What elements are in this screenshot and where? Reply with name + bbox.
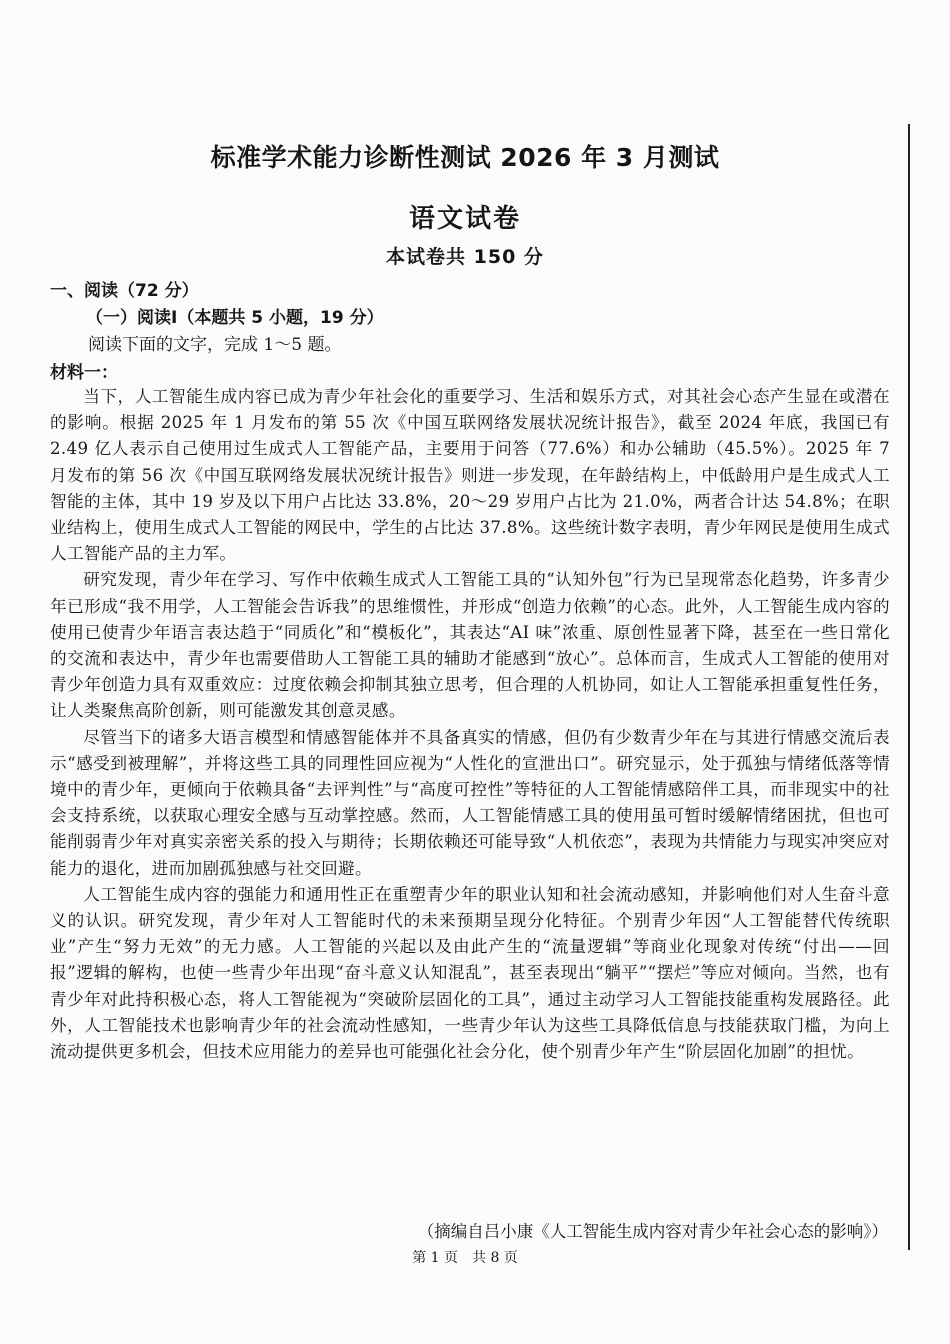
source-citation: （摘编自吕小康《人工智能生成内容对青少年社会心态的影响》） xyxy=(417,1222,888,1241)
instruction: 阅读下面的文字，完成 1～5 题。 xyxy=(88,335,342,355)
subsection-heading: （一）阅读Ⅰ（本题共 5 小题，19 分） xyxy=(86,308,384,328)
paragraph: 人工智能生成内容的强能力和通用性正在重塑青少年的职业认知和社会流动感知，并影响他们对人生奋斗意义的认识。研究发现，青少年对人工智能时代的未来预期呈现分化特征。个别青少年因“人工智能替代传统职业”产生“努力无效”的无力感。人工智能的兴起以及由此产生的“流量逻辑”等商业化现象对传统“付出——回报”逻辑的解构，也使一些青少年出现“奋斗意义认知混乱”，甚至表现出“躺平”“摆烂”等应对倾向。当然，也有青少年对此持积极心态，将人工智能视为“突破阶层固化的工具”，通过主动学习人工智能技能重构发展路径。此外，人工智能技术也影响青少年的社会流动性感知，一些青少年认为这些工具降低信息与技能获取门槛，为向上流动提供更多机会，但技术应用能力的差异也可能强化社会分化，使个别青少年产生“阶层固化加剧”的担忧。 xyxy=(50,884,890,1062)
binding-rule xyxy=(908,124,910,1250)
paragraph: 尽管当下的诸多大语言模型和情感智能体并不具备真实的情感，但仍有少数青少年在与其进行情感交流后表示“感受到被理解”，并将这些工具的同理性回应视为“人性化的宣泄出口”。研究显示，处于孤独与情绪低落等情境中的青少年，更倾向于依赖具备“去评判性”与“高度可控性”等特征的人工智能情感陪伴工具，而非现实中的社会支持系统，以获取心理安全感与互动掌控感。然而，人工智能情感工具的使用虽可暂时缓解情绪困扰，但也可能削弱青少年对真实亲密关系的投入与期待；长期依赖还可能导致“人机依恋”，表现为共情能力与现实冲突应对能力的退化，进而加剧孤独感与社交回避。 xyxy=(50,727,890,878)
passage xyxy=(50,384,890,1065)
material-label: 材料一： xyxy=(50,363,118,383)
total-score: 本试卷共 150 分 xyxy=(386,246,544,268)
paper-title: 语文试卷 xyxy=(408,204,521,234)
page-number: 第 1 页 共 8 页 xyxy=(412,1250,518,1266)
paragraph: 当下，人工智能生成内容已成为青少年社会化的重要学习、生活和娱乐方式，对其社会心态产生显在或潜在的影响。根据 2025 年 1 月发布的第 55 次《中国互联网络发展状况统计报告》，截至 2024 年底，我国已有 2.49 亿人表示自己使用过生成式人工智能产品，主要用于问答（77.6%）和办公辅助（45.5%）。2025 年 7 月发布的第 56 次《中国互联网络发展状况统计报告》则进一步发现，在年龄结构上，中低龄用户是生成式人工智能的主体，其中 19 岁及以下用户占比达 33.8%，20～29 岁用户占比为 21.0%，两者合计达 54.8%；在职业结构上，使用生成式人工智能的网民中，学生的占比达 37.8%。这些统计数字表明，青少年网民是使用生成式人工智能产品的主力军。 xyxy=(50,387,890,564)
exam-title: 标准学术能力诊断性测试 2026 年 3 月测试 xyxy=(210,143,720,172)
section-heading: 一、阅读（72 分） xyxy=(50,281,199,301)
paragraph: 研究发现，青少年在学习、写作中依赖生成式人工智能工具的“认知外包”行为已呈现常态化趋势，许多青少年已形成“我不用学，人工智能会告诉我”的思维惯性，并形成“创造力依赖”的心态。此外，人工智能生成内容的使用已使青少年语言表达趋于“同质化”和“模板化”，其表达“AI 味”浓重、原创性显著下降，甚至在一些日常化的交流和表达中，青少年也需要借助人工智能工具的辅助才能感到“放心”。总体而言，生成式人工智能的使用对青少年创造力具有双重效应：过度依赖会抑制其独立思考，但合理的人机协同，如让人工智能承担重复性任务，让人类聚焦高阶创新，则可能激发其创意灵感。 xyxy=(50,570,890,721)
